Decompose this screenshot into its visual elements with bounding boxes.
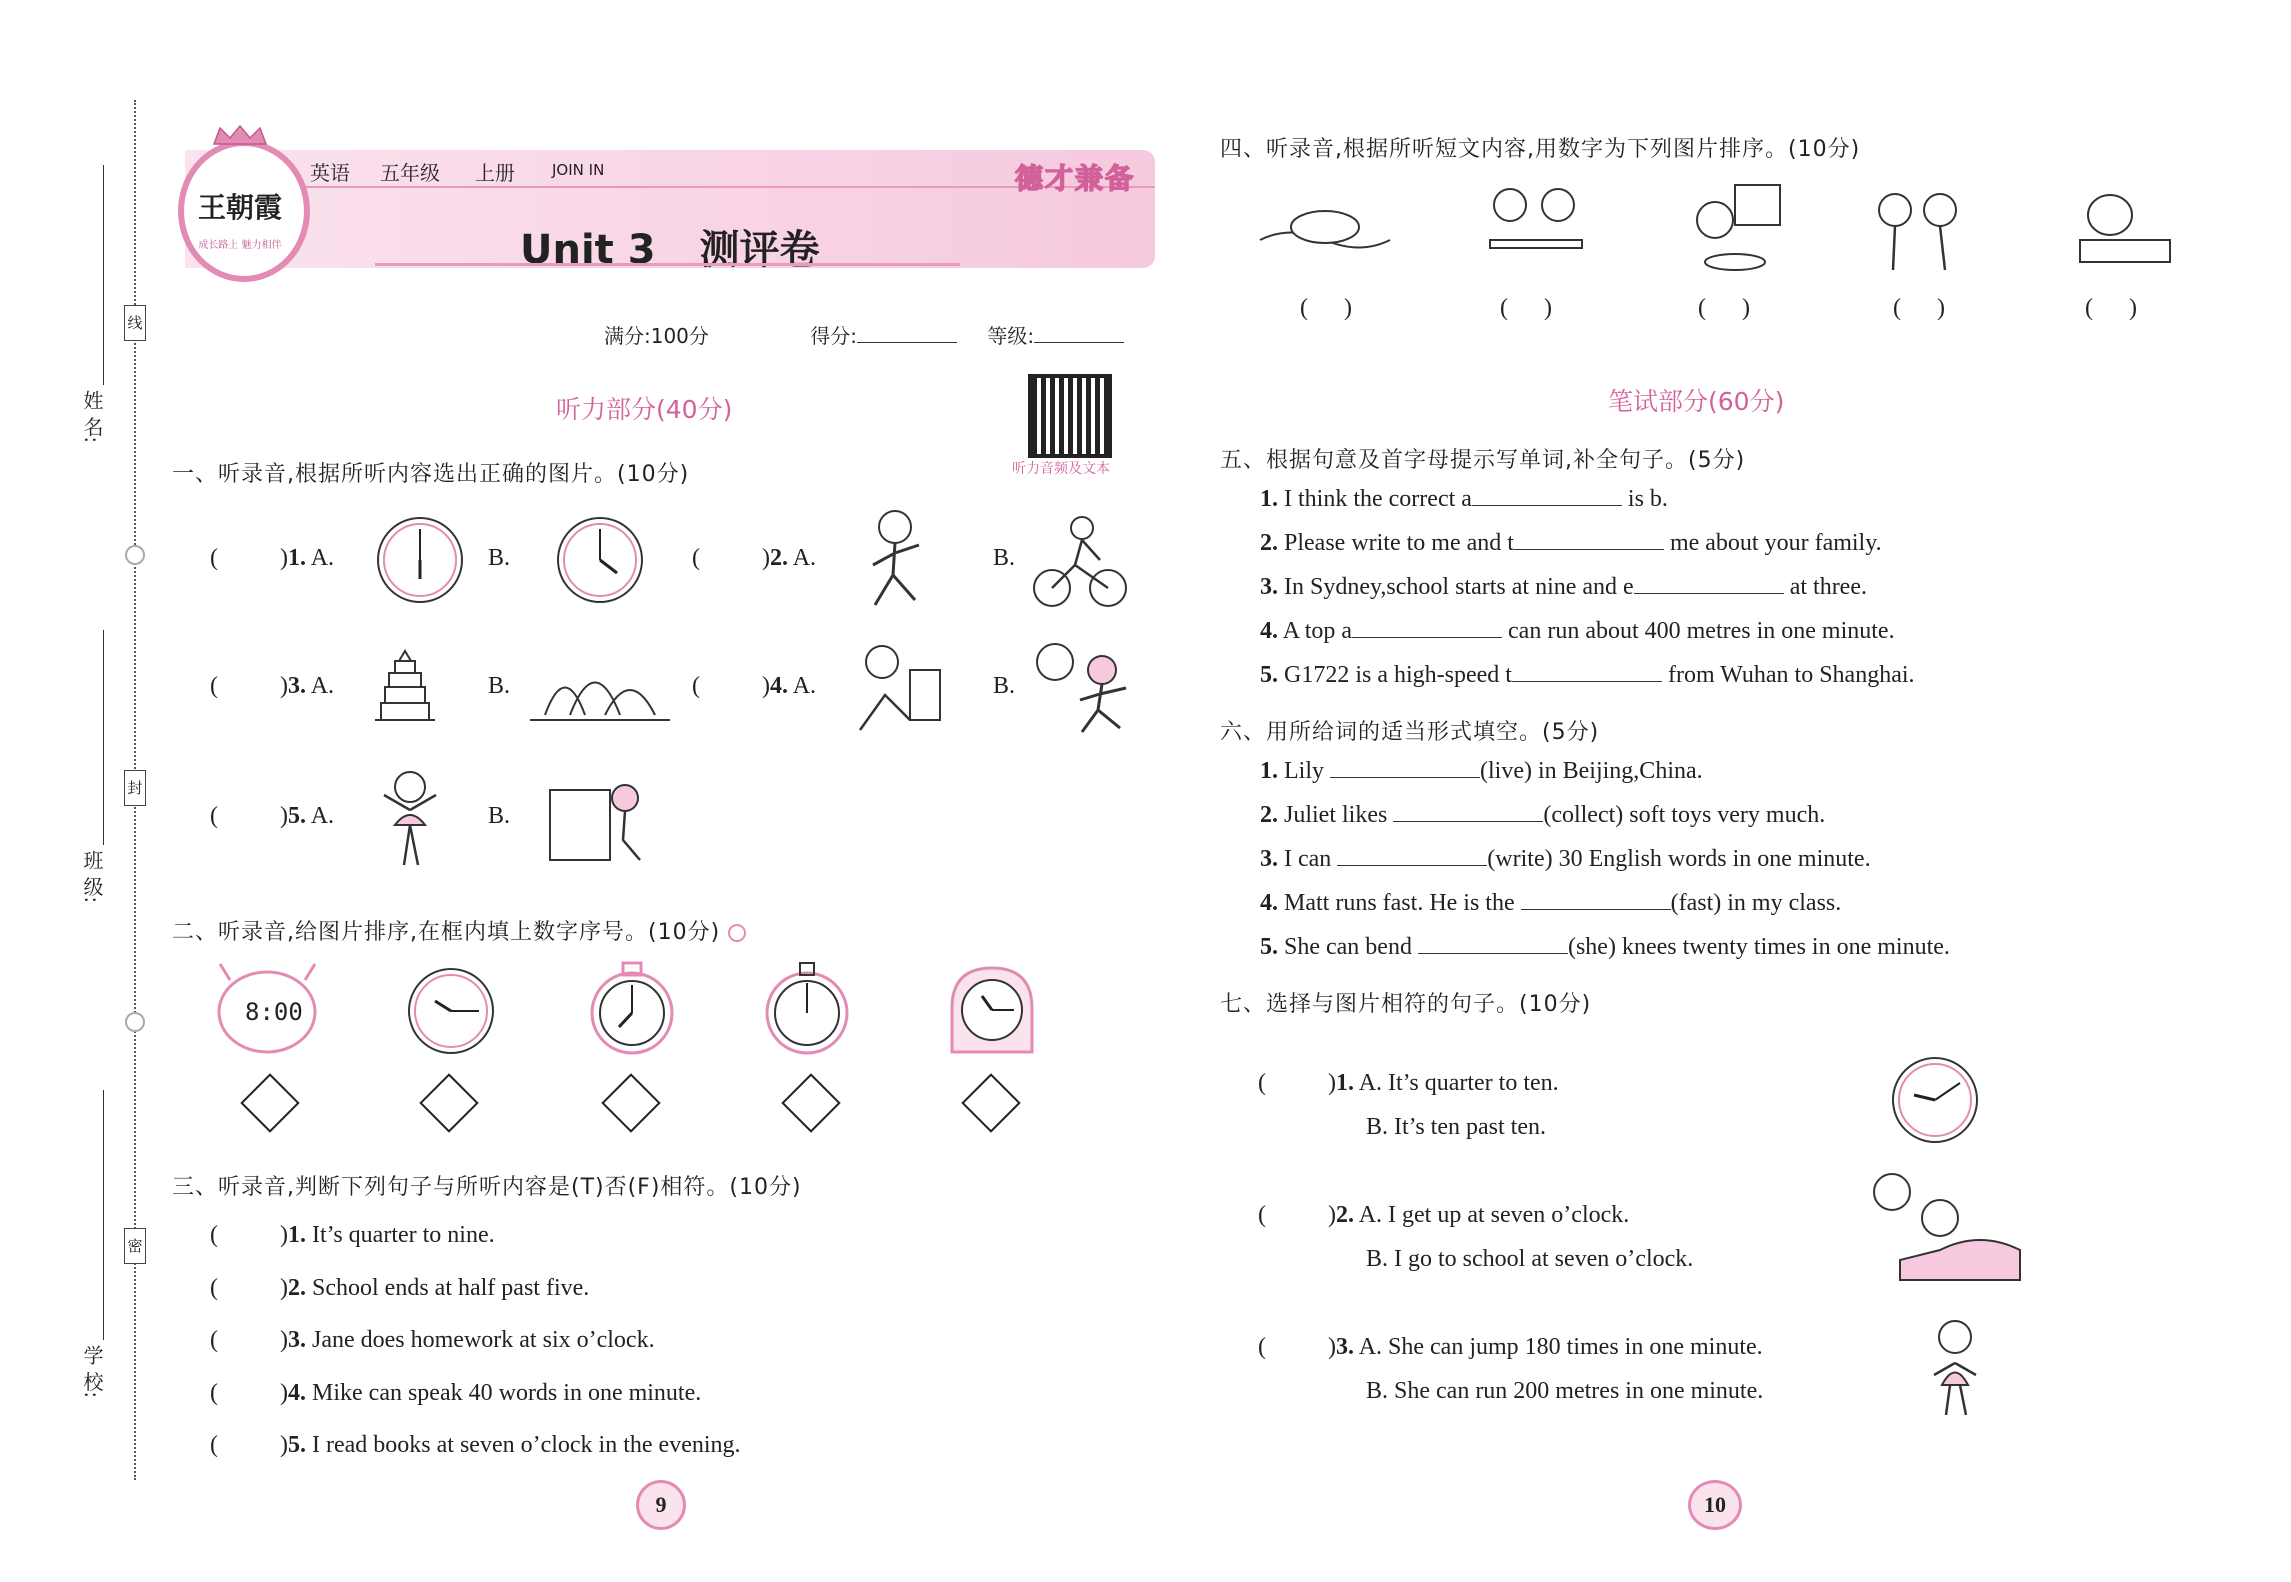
s5-item [1260,485,1668,513]
answer-paren[interactable]: ( [1258,1334,1266,1360]
s1-item-num: 5. [288,803,306,829]
item-text: In Sydney,school starts at nine and e [1284,574,1634,600]
item-text: can run about 400 metres in one minute. [1508,618,1895,644]
page-number-right [1688,1480,1742,1530]
answer-paren[interactable]: ( [210,1275,218,1301]
option-a: A. [310,673,335,699]
header-edition: JOIN IN [552,161,605,179]
answer-blank[interactable] [1352,617,1502,638]
item-text: It’s quarter to nine. [312,1222,495,1248]
item-num: 3. [1260,846,1278,872]
item-num: 4. [288,1380,306,1406]
dancing-girl-icon [370,765,450,875]
item-num: 3. [288,1327,306,1353]
bears-at-table-icon [1480,180,1590,275]
clock-icon [405,965,497,1057]
bear-in-room-icon [1680,180,1790,275]
item-text: (live) in Beijing,China. [1480,758,1703,784]
feng-box [124,770,146,806]
s1-item3: ( )3. A. [210,673,335,699]
girl-playing-piano-icon [545,770,650,870]
item-num: 1. [1336,1070,1354,1096]
header-volume: 上册 [475,161,515,185]
answer-paren[interactable]: ( ) [1698,295,1750,321]
clock-icon [375,515,465,605]
option-a: A. [310,803,335,829]
item-text: at three. [1789,574,1867,600]
s1-item-num: 2. [770,545,788,571]
page-left-text: 9 [655,1492,667,1517]
crown-icon [212,124,268,146]
option-a: A. [310,545,335,571]
class-underline [103,630,104,845]
header-subject: 英语 [310,161,350,185]
full-score: 满分:100分 [604,324,709,348]
opera-house-icon [525,650,675,725]
header-grade: 五年级 [380,161,440,185]
answer-paren[interactable]: ( [210,673,218,699]
item-text: G1722 is a high-speed t [1284,662,1512,688]
item-num: 5. [1260,662,1278,688]
s1-item-num: 1. [288,545,306,571]
option-a: A. I get up at seven o’clock. [1358,1202,1630,1228]
section2-title-text: 二、听录音,给图片排序,在框内填上数字序号。(10分) [172,920,721,945]
qr-code[interactable] [1028,374,1112,458]
section4-title: 四、听录音,根据所听短文内容,用数字为下列图片排序。(10分) [1220,137,1861,162]
item-text: is b. [1627,486,1668,512]
girl-waking-up-icon [1870,1170,2030,1290]
item-num: 3. [1260,574,1278,600]
logo-badge [178,140,310,282]
item-text: Jane does homework at six o’clock. [312,1327,655,1353]
item-text: School ends at half past five. [312,1275,590,1301]
title-underline [375,263,960,266]
clock-icon [1890,1055,1980,1145]
s1-item4: ( )4. A. [692,673,817,699]
section1-title: 一、听录音,根据所听内容选出正确的图片。(10分) [172,462,690,487]
digital-clock-display: 8:00 [245,998,303,1026]
answer-diamond[interactable] [419,1073,478,1132]
item-text: A top a [1282,618,1353,644]
answer-diamond[interactable] [601,1073,660,1132]
section3-title: 三、听录音,判断下列句子与所听内容是(T)否(F)相符。(10分) [172,1175,802,1200]
s3-item: ( )1. It’s quarter to nine. [210,1222,495,1248]
running-boy-icon [855,505,935,615]
item-num: 3. [1336,1334,1354,1360]
item-num: 2. [1260,802,1278,828]
s1-item3-b: B. [488,673,511,699]
s1-item2-b: B. [993,545,1016,571]
option-a: A. It’s quarter to ten. [1358,1070,1559,1096]
clock-icon [555,515,645,605]
answer-paren[interactable]: ( [210,1222,218,1248]
binding-margin [0,0,160,1582]
s1-item-num: 3. [288,673,306,699]
binder-hole-icon [125,545,145,565]
section5-title: 五、根据句意及首字母提示写单词,补全句子。(5分) [1220,448,1746,473]
s7-item3: ( )3. A. She can jump 180 times in one minute. [1258,1334,1763,1360]
name-underline [103,165,104,385]
answer-blank[interactable] [1634,573,1784,594]
answer-blank[interactable] [1514,529,1664,550]
option-a: A. [792,673,817,699]
page-title [520,218,819,275]
school-underline [103,1090,104,1340]
score-field[interactable] [857,322,957,343]
score-line [604,320,1124,349]
school-label: 学 校: [80,1345,104,1399]
item-text: I think the correct a [1284,486,1472,512]
header-badge: 德才兼备 [1015,162,1136,195]
feng-mark: 封 [127,779,143,797]
item-text: I read books at seven o’clock in the evening. [312,1432,741,1458]
answer-paren[interactable]: ( [1258,1070,1266,1096]
grade-label: 等级: [987,324,1035,348]
animals-playing-icon [1865,180,1975,280]
item-text: Please write to me and t [1284,530,1514,556]
hippo-swimming-icon [1255,185,1395,265]
tower-building-icon [365,645,445,725]
s7-item1: ( )1. A. It’s quarter to ten. [1258,1070,1559,1096]
writing-heading: 笔试部分(60分) [1608,387,1785,416]
s7-item3-b: B. She can run 200 metres in one minute. [1366,1378,1764,1404]
qr-caption: 听力音频及文本 [1012,461,1110,477]
s1-item2: ( )2. A. [692,545,817,571]
xian-mark: 线 [127,314,143,332]
s1-item1-b: B. [488,545,511,571]
s1-item1: ( )1. A. [210,545,335,571]
s5-item [1260,573,1867,601]
item-num: 1. [288,1222,306,1248]
answer-blank[interactable] [1472,485,1622,506]
boy-on-bicycle-icon [1030,510,1130,610]
s1-item4-b: B. [993,673,1016,699]
item-num: 2. [1260,530,1278,556]
title-main: 测评卷 [699,227,820,273]
binder-hole-icon [125,1012,145,1032]
s5-item [1260,617,1895,645]
item-text: I can [1284,846,1332,872]
audio-icon [728,924,746,942]
mi-mark: 密 [127,1237,143,1255]
name-label: 姓 名: [80,390,104,444]
boy-clock-scene-icon [840,640,945,740]
s6-item [1260,757,1703,785]
s1-item-num: 4. [770,673,788,699]
item-text: (she) knees twenty times in one minute. [1567,934,1950,960]
answer-paren[interactable]: ( [210,1432,218,1458]
item-text: Mike can speak 40 words in one minute. [312,1380,702,1406]
s6-item [1260,845,1871,873]
logo-text: 王朝霞 [197,193,282,224]
item-text: She can bend [1284,934,1412,960]
answer-paren[interactable]: ( [692,545,700,571]
clock-and-runner-icon [1030,640,1140,740]
item-text: Juliet likes [1284,802,1388,828]
s3-item: ( )5. I read books at seven o’clock in the evening. [210,1432,741,1458]
answer-blank[interactable] [1330,757,1480,778]
s1-item5: ( )5. A. [210,803,335,829]
page-number-left [636,1480,686,1530]
s5-item [1260,661,1915,689]
s5-item [1260,529,1882,557]
item-num: 4. [1260,618,1278,644]
item-text: Lily [1284,758,1324,784]
answer-paren[interactable]: ( ) [2085,295,2137,321]
answer-diamond[interactable] [961,1073,1020,1132]
answer-blank[interactable] [1337,845,1487,866]
s7-item1-b: B. It’s ten past ten. [1366,1114,1546,1140]
answer-paren[interactable]: ( ) [1300,295,1352,321]
option-a: A. She can jump 180 times in one minute. [1358,1334,1763,1360]
girl-jumping-icon [1920,1315,1990,1425]
s7-item2-b: B. I go to school at seven o’clock. [1366,1246,1694,1272]
answer-paren[interactable]: ( [210,803,218,829]
section7-title: 七、选择与图片相符的句子。(10分) [1220,992,1592,1017]
answer-paren[interactable]: ( [210,545,218,571]
mi-box [124,1228,146,1264]
option-a: A. [792,545,817,571]
logo-slogan: 成长路上 魅力相伴 [198,240,282,251]
grade-field[interactable] [1034,322,1124,343]
title-unit: Unit 3 [520,227,656,273]
item-text: me about your family. [1669,530,1882,556]
answer-paren[interactable]: ( [210,1327,218,1353]
answer-diamond[interactable] [240,1073,299,1132]
item-text: (collect) soft toys very much. [1543,802,1826,828]
hippo-reading-icon [2060,180,2180,275]
answer-paren[interactable]: ( [210,1380,218,1406]
s6-item [1260,801,1825,829]
class-label: 班 级: [80,850,104,904]
item-num: 4. [1260,890,1278,916]
s3-item: ( )4. Mike can speak 40 words in one minute. [210,1380,702,1406]
item-num: 1. [1260,486,1278,512]
item-num: 1. [1260,758,1278,784]
item-text: from Wuhan to Shanghai. [1667,662,1915,688]
item-num: 5. [1260,934,1278,960]
section2-title [172,915,746,946]
answer-diamond[interactable] [781,1073,840,1132]
s3-item: ( )3. Jane does homework at six o’clock. [210,1327,655,1353]
answer-blank[interactable] [1512,661,1662,682]
item-num: 2. [1336,1202,1354,1228]
answer-paren[interactable]: ( ) [1893,295,1945,321]
answer-blank[interactable] [1521,889,1671,910]
alarm-clock-icon [585,955,680,1060]
item-num: 5. [288,1432,306,1458]
xian-box [124,305,146,341]
listening-heading: 听力部分(40分) [556,395,733,424]
answer-blank[interactable] [1393,801,1543,822]
s7-item2: ( )2. A. I get up at seven o’clock. [1258,1202,1630,1228]
answer-blank[interactable] [1418,933,1568,954]
section6-title: 六、用所给词的适当形式填空。(5分) [1220,720,1600,745]
answer-paren[interactable]: ( [1258,1202,1266,1228]
item-text: (write) 30 English words in one minute. [1487,846,1871,872]
item-text: Matt runs fast. He is the [1284,890,1515,916]
item-text: (fast) in my class. [1670,890,1842,916]
table-clock-icon [942,960,1042,1060]
item-num: 2. [288,1275,306,1301]
page-right-text: 10 [1704,1492,1726,1517]
s6-item [1260,933,1950,961]
s6-item [1260,889,1841,917]
s3-item: ( )2. School ends at half past five. [210,1275,590,1301]
s1-item5-b: B. [488,803,511,829]
answer-paren[interactable]: ( ) [1500,295,1552,321]
stopwatch-icon [760,955,855,1060]
answer-paren[interactable]: ( [692,673,700,699]
score-label: 得分: [810,324,858,348]
